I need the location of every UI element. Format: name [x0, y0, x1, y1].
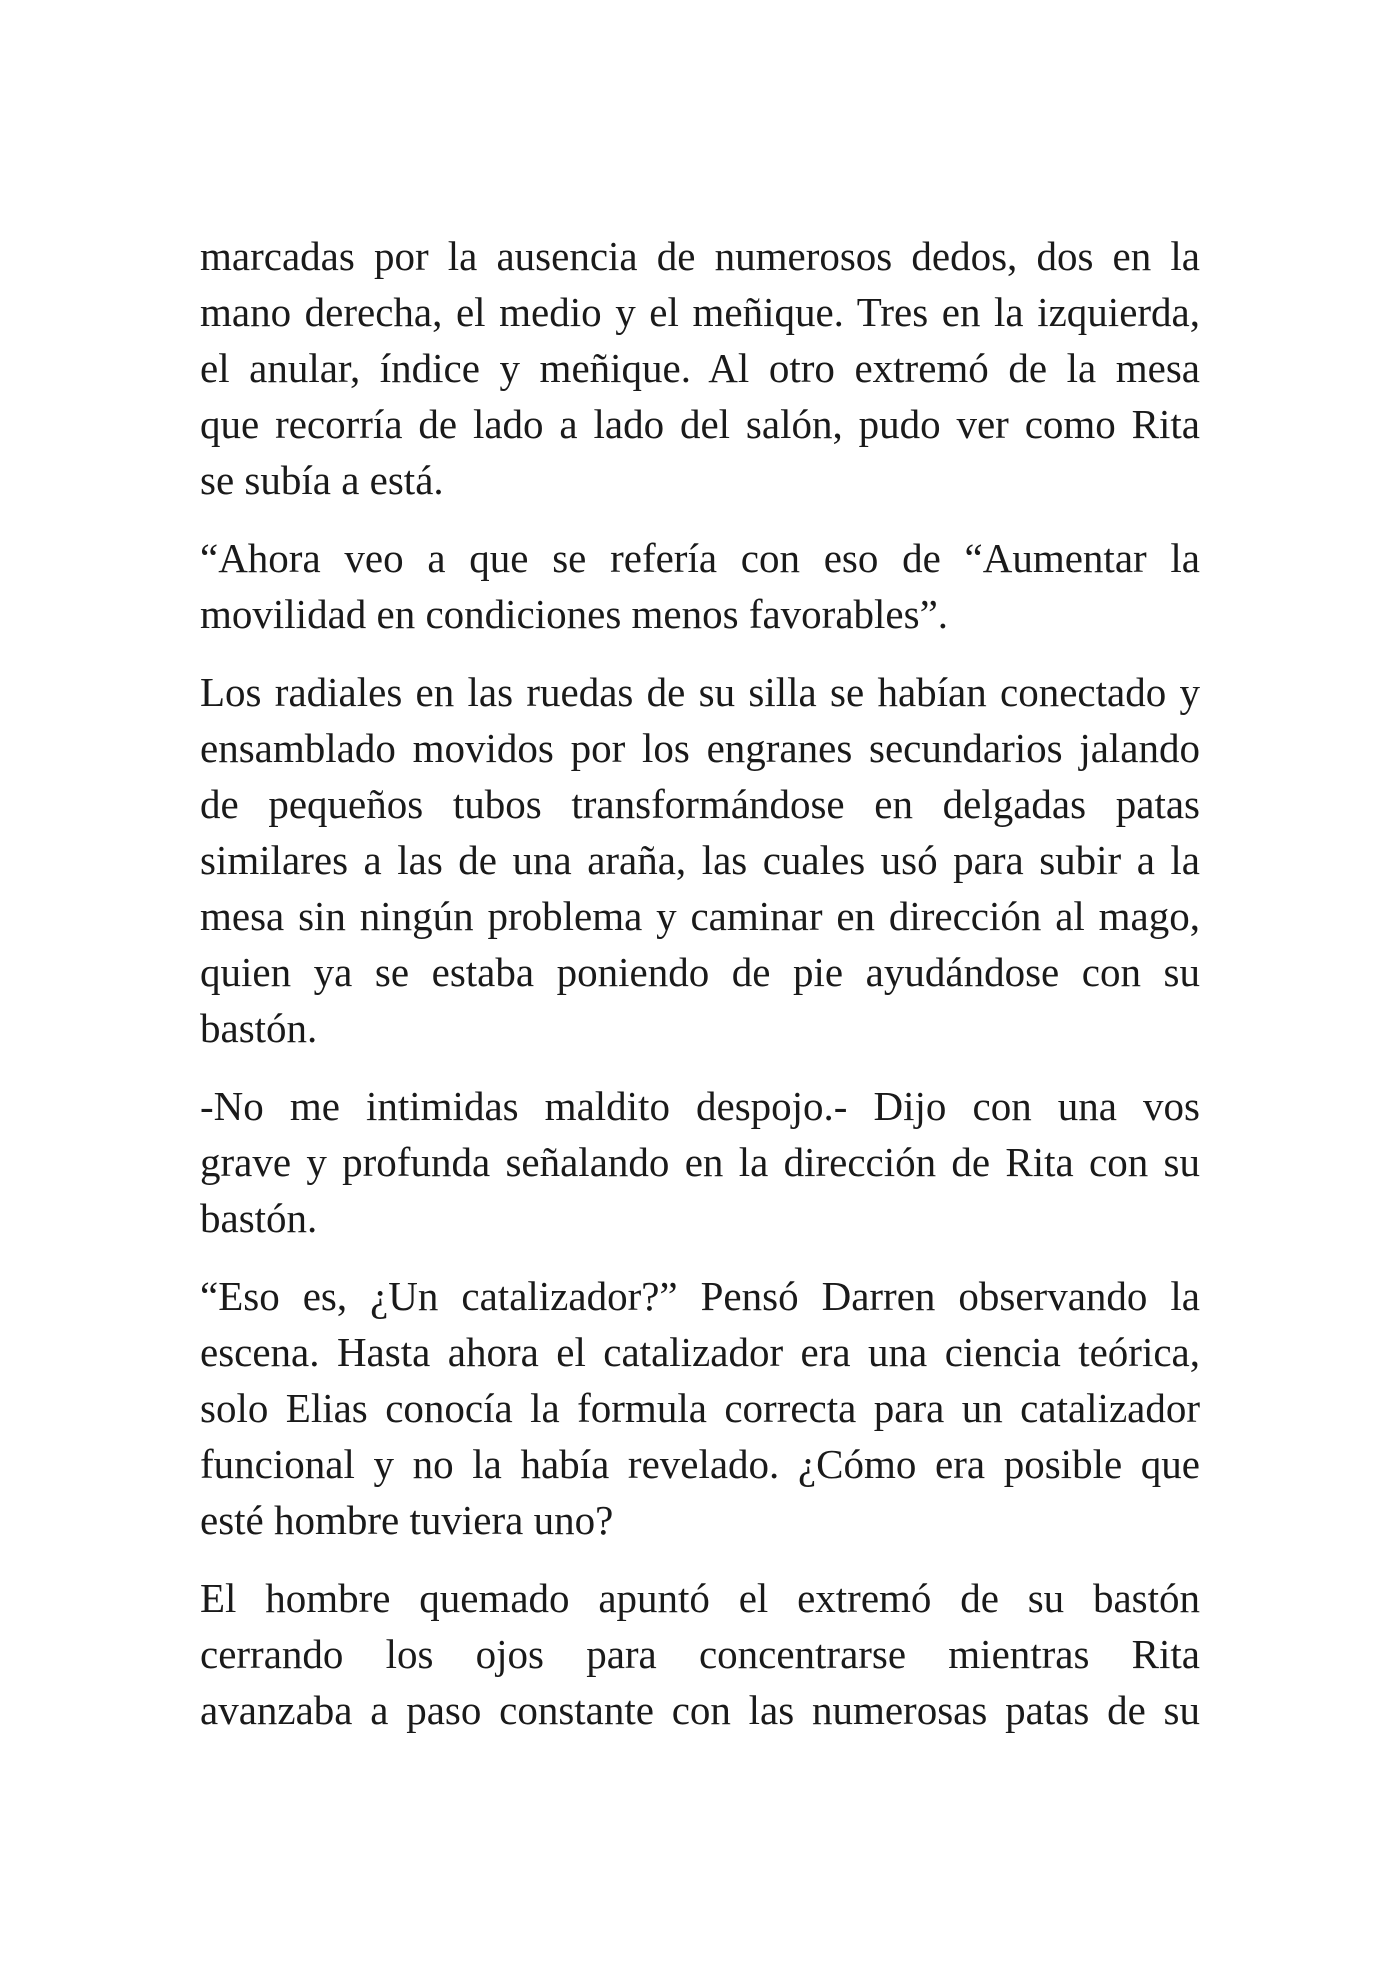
- text-line: mesa sin ningún problema y caminar en dirección al mago,: [200, 893, 1200, 939]
- text-line: “Ahora veo a que se refería con eso de “Aumentar la: [200, 535, 1200, 581]
- text-line: Los radiales en las ruedas de su silla se habían conectado y: [200, 669, 1200, 715]
- page-text: [200, 228, 1200, 1760]
- text-line: bastón.: [200, 1195, 318, 1241]
- text-line: el anular, índice y meñique. Al otro extremó de la mesa: [200, 345, 1200, 391]
- paragraph-3: [200, 664, 1200, 1056]
- text-line: -No me intimidas maldito despojo.- Dijo con una vos: [200, 1083, 1200, 1129]
- text-line: que recorría de lado a lado del salón, pudo ver como Rita: [200, 401, 1200, 447]
- text-line: de pequeños tubos transformándose en delgadas patas: [200, 781, 1200, 827]
- text-line: solo Elias conocía la formula correcta para un catalizador: [200, 1385, 1200, 1431]
- text-line: “Eso es, ¿Un catalizador?” Pensó Darren observando la: [200, 1273, 1200, 1319]
- text-line: marcadas por la ausencia de numerosos dedos, dos en la: [200, 233, 1200, 279]
- text-line: cerrando los ojos para concentrarse mientras Rita: [200, 1631, 1200, 1677]
- paragraph-2: [200, 530, 1200, 642]
- paragraph-1: [200, 228, 1200, 508]
- text-line: esté hombre tuviera uno?: [200, 1497, 614, 1543]
- paragraph-6: [200, 1570, 1200, 1738]
- text-line: se subía a está.: [200, 457, 444, 503]
- text-line: bastón.: [200, 1005, 318, 1051]
- text-line: ensamblado movidos por los engranes secundarios jalando: [200, 725, 1200, 771]
- paragraph-4: [200, 1078, 1200, 1246]
- text-line: El hombre quemado apuntó el extremó de su bastón: [200, 1575, 1200, 1621]
- text-line: mano derecha, el medio y el meñique. Tres en la izquierda,: [200, 289, 1200, 335]
- text-line: movilidad en condiciones menos favorables”.: [200, 591, 949, 637]
- text-line: avanzaba a paso constante con las numerosas patas de su: [200, 1687, 1200, 1733]
- text-line: funcional y no la había revelado. ¿Cómo era posible que: [200, 1441, 1200, 1487]
- text-line: similares a las de una araña, las cuales usó para subir a la: [200, 837, 1200, 883]
- paragraph-5: [200, 1268, 1200, 1548]
- text-line: grave y profunda señalando en la dirección de Rita con su: [200, 1139, 1200, 1185]
- text-line: quien ya se estaba poniendo de pie ayudándose con su: [200, 949, 1200, 995]
- text-line: escena. Hasta ahora el catalizador era una ciencia teórica,: [200, 1329, 1200, 1375]
